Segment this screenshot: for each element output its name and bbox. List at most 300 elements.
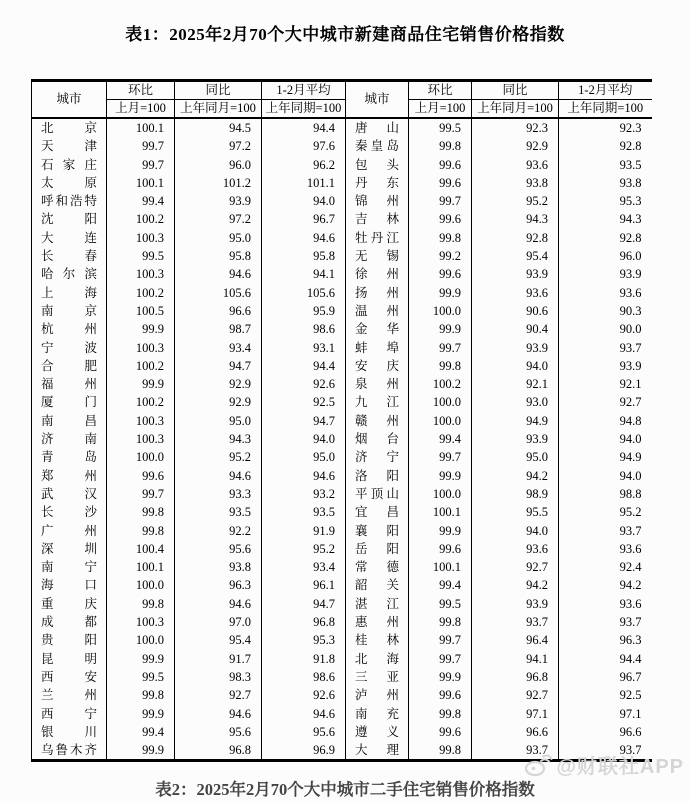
- value-cell: 99.5: [409, 118, 472, 137]
- table-row: [32, 631, 652, 649]
- city-cell: 扬州: [346, 284, 409, 302]
- value-cell: 99.9: [107, 741, 175, 761]
- value-cell: 95.0: [175, 412, 262, 430]
- value-cell: 98.9: [472, 485, 559, 503]
- value-cell: 99.6: [409, 210, 472, 228]
- city-cell: 厦门: [32, 393, 107, 411]
- value-cell: 93.7: [472, 741, 559, 761]
- value-cell: 92.8: [559, 229, 652, 247]
- header-city-right: 城市: [346, 81, 409, 119]
- table-row: [32, 393, 652, 411]
- value-cell: 99.5: [409, 595, 472, 613]
- value-cell: 96.6: [559, 723, 652, 741]
- value-cell: 90.4: [472, 320, 559, 338]
- value-cell: 99.7: [409, 192, 472, 210]
- value-cell: 95.0: [472, 448, 559, 466]
- value-cell: 99.8: [409, 229, 472, 247]
- value-cell: 99.8: [409, 357, 472, 375]
- weibo-icon: [524, 753, 552, 777]
- value-cell: 93.9: [472, 430, 559, 448]
- header-avg-left: 1-2月平均: [262, 81, 346, 100]
- value-cell: 93.7: [472, 613, 559, 631]
- city-cell: 包头: [346, 156, 409, 174]
- value-cell: 96.0: [559, 247, 652, 265]
- city-cell: 南宁: [32, 558, 107, 576]
- city-cell: 福州: [32, 375, 107, 393]
- header-avg-base-left: 上年同期=100: [262, 100, 346, 119]
- value-cell: 100.1: [107, 118, 175, 137]
- value-cell: 99.7: [107, 156, 175, 174]
- city-cell: 岳阳: [346, 540, 409, 558]
- table-row: [32, 613, 652, 631]
- city-cell: 北海: [346, 650, 409, 668]
- value-cell: 100.2: [107, 393, 175, 411]
- city-cell: 天津: [32, 137, 107, 155]
- table-row: [32, 723, 652, 741]
- value-cell: 96.6: [472, 723, 559, 741]
- value-cell: 93.4: [175, 339, 262, 357]
- value-cell: 96.7: [559, 668, 652, 686]
- value-cell: 96.8: [175, 741, 262, 761]
- value-cell: 93.9: [472, 265, 559, 283]
- value-cell: 96.9: [262, 741, 346, 761]
- value-cell: 93.9: [472, 339, 559, 357]
- value-cell: 92.9: [175, 393, 262, 411]
- city-cell: 锦州: [346, 192, 409, 210]
- city-cell: 西宁: [32, 705, 107, 723]
- city-cell: 牡丹江: [346, 229, 409, 247]
- value-cell: 99.9: [107, 705, 175, 723]
- value-cell: 92.1: [559, 375, 652, 393]
- value-cell: 99.8: [107, 522, 175, 540]
- city-cell: 湛江: [346, 595, 409, 613]
- value-cell: 98.8: [559, 485, 652, 503]
- value-cell: 100.2: [107, 284, 175, 302]
- value-cell: 99.9: [409, 467, 472, 485]
- header-yoy-base-left: 上年同月=100: [175, 100, 262, 119]
- value-cell: 95.2: [175, 448, 262, 466]
- city-cell: 呼和浩特: [32, 192, 107, 210]
- value-cell: 100.3: [107, 265, 175, 283]
- header-mom-left: 环比: [107, 81, 175, 100]
- value-cell: 98.7: [175, 320, 262, 338]
- value-cell: 92.7: [472, 686, 559, 704]
- value-cell: 100.3: [107, 229, 175, 247]
- city-cell: 南京: [32, 302, 107, 320]
- header-avg-base-right: 上年同期=100: [559, 100, 652, 119]
- city-cell: 郑州: [32, 467, 107, 485]
- value-cell: 91.9: [262, 522, 346, 540]
- value-cell: 93.7: [559, 741, 652, 761]
- value-cell: 99.4: [409, 430, 472, 448]
- page-title: 表1：2025年2月70个大中城市新建商品住宅销售价格指数: [125, 25, 565, 44]
- value-cell: 94.6: [175, 265, 262, 283]
- header-mom-right: 环比: [409, 81, 472, 100]
- value-cell: 94.9: [472, 412, 559, 430]
- price-index-table-wrap: [31, 79, 652, 762]
- value-cell: 93.1: [262, 339, 346, 357]
- value-cell: 100.0: [107, 448, 175, 466]
- value-cell: 99.9: [107, 650, 175, 668]
- value-cell: 95.6: [175, 723, 262, 741]
- value-cell: 96.8: [262, 613, 346, 631]
- value-cell: 93.5: [262, 503, 346, 521]
- value-cell: 92.3: [559, 118, 652, 137]
- value-cell: 93.7: [559, 339, 652, 357]
- value-cell: 94.2: [472, 576, 559, 594]
- value-cell: 99.6: [409, 265, 472, 283]
- table-row: [32, 485, 652, 503]
- city-cell: 贵阳: [32, 631, 107, 649]
- value-cell: 100.1: [409, 558, 472, 576]
- value-cell: 100.0: [107, 631, 175, 649]
- value-cell: 94.0: [559, 430, 652, 448]
- watermark-text: @财联社APP: [556, 756, 684, 778]
- value-cell: 100.2: [409, 375, 472, 393]
- value-cell: 99.7: [409, 631, 472, 649]
- value-cell: 99.8: [409, 741, 472, 761]
- value-cell: 94.5: [175, 118, 262, 137]
- value-cell: 98.6: [262, 668, 346, 686]
- value-cell: 92.9: [472, 137, 559, 155]
- value-cell: 99.8: [107, 686, 175, 704]
- value-cell: 101.1: [262, 174, 346, 192]
- value-cell: 99.8: [409, 705, 472, 723]
- city-cell: 青岛: [32, 448, 107, 466]
- value-cell: 100.3: [107, 412, 175, 430]
- header-yoy-base-right: 上年同月=100: [472, 100, 559, 119]
- value-cell: 94.3: [175, 430, 262, 448]
- value-cell: 95.2: [559, 503, 652, 521]
- value-cell: 100.1: [107, 558, 175, 576]
- city-cell: 乌鲁木齐: [32, 741, 107, 761]
- table-row: [32, 320, 652, 338]
- table-row: [32, 174, 652, 192]
- city-cell: 太原: [32, 174, 107, 192]
- value-cell: 91.7: [175, 650, 262, 668]
- city-cell: 金华: [346, 320, 409, 338]
- value-cell: 93.2: [262, 485, 346, 503]
- table-body: [32, 118, 652, 761]
- value-cell: 90.6: [472, 302, 559, 320]
- value-cell: 95.2: [472, 192, 559, 210]
- value-cell: 94.0: [472, 522, 559, 540]
- value-cell: 100.2: [107, 210, 175, 228]
- city-cell: 吉林: [346, 210, 409, 228]
- table-row: [32, 375, 652, 393]
- value-cell: 99.6: [409, 723, 472, 741]
- city-cell: 安庆: [346, 357, 409, 375]
- value-cell: 100.4: [107, 540, 175, 558]
- city-cell: 无锡: [346, 247, 409, 265]
- city-cell: 大连: [32, 229, 107, 247]
- value-cell: 96.2: [262, 156, 346, 174]
- value-cell: 105.6: [175, 284, 262, 302]
- value-cell: 100.0: [409, 485, 472, 503]
- table-row: [32, 192, 652, 210]
- value-cell: 92.6: [262, 375, 346, 393]
- city-cell: 杭州: [32, 320, 107, 338]
- value-cell: 99.5: [107, 668, 175, 686]
- city-cell: 宁波: [32, 339, 107, 357]
- city-cell: 合肥: [32, 357, 107, 375]
- value-cell: 93.6: [472, 284, 559, 302]
- table-row: [32, 522, 652, 540]
- table-row: [32, 229, 652, 247]
- city-cell: 丹东: [346, 174, 409, 192]
- value-cell: 94.9: [559, 448, 652, 466]
- table-row: [32, 650, 652, 668]
- value-cell: 96.0: [175, 156, 262, 174]
- value-cell: 99.6: [409, 540, 472, 558]
- value-cell: 94.0: [262, 430, 346, 448]
- value-cell: 99.6: [409, 174, 472, 192]
- city-cell: 西安: [32, 668, 107, 686]
- city-cell: 泸州: [346, 686, 409, 704]
- value-cell: 95.9: [262, 302, 346, 320]
- header-avg-right: 1-2月平均: [559, 81, 652, 100]
- value-cell: 100.2: [107, 357, 175, 375]
- value-cell: 94.3: [559, 210, 652, 228]
- value-cell: 94.4: [262, 118, 346, 137]
- value-cell: 96.6: [175, 302, 262, 320]
- table-row: [32, 247, 652, 265]
- value-cell: 92.5: [559, 686, 652, 704]
- value-cell: 90.3: [559, 302, 652, 320]
- city-cell: 南昌: [32, 412, 107, 430]
- value-cell: 99.5: [107, 247, 175, 265]
- header-yoy-right: 同比: [472, 81, 559, 100]
- city-cell: 重庆: [32, 595, 107, 613]
- value-cell: 99.9: [107, 320, 175, 338]
- value-cell: 97.1: [472, 705, 559, 723]
- value-cell: 92.4: [559, 558, 652, 576]
- value-cell: 93.5: [559, 156, 652, 174]
- city-cell: 石家庄: [32, 156, 107, 174]
- value-cell: 91.8: [262, 650, 346, 668]
- table-row: [32, 137, 652, 155]
- value-cell: 94.7: [262, 595, 346, 613]
- value-cell: 100.5: [107, 302, 175, 320]
- city-cell: 秦皇岛: [346, 137, 409, 155]
- value-cell: 96.7: [262, 210, 346, 228]
- value-cell: 96.3: [175, 576, 262, 594]
- value-cell: 99.8: [107, 595, 175, 613]
- value-cell: 93.8: [175, 558, 262, 576]
- city-cell: 三亚: [346, 668, 409, 686]
- value-cell: 95.2: [262, 540, 346, 558]
- city-cell: 韶关: [346, 576, 409, 594]
- value-cell: 99.6: [409, 156, 472, 174]
- value-cell: 94.4: [262, 357, 346, 375]
- value-cell: 99.7: [409, 650, 472, 668]
- value-cell: 99.8: [409, 613, 472, 631]
- value-cell: 94.0: [472, 357, 559, 375]
- value-cell: 99.9: [409, 522, 472, 540]
- value-cell: 101.2: [175, 174, 262, 192]
- value-cell: 95.5: [472, 503, 559, 521]
- table-row: [32, 339, 652, 357]
- table-row: [32, 686, 652, 704]
- city-cell: 济宁: [346, 448, 409, 466]
- value-cell: 93.9: [559, 357, 652, 375]
- value-cell: 99.7: [409, 448, 472, 466]
- value-cell: 98.6: [262, 320, 346, 338]
- value-cell: 92.7: [175, 686, 262, 704]
- table-row: [32, 412, 652, 430]
- city-cell: 九江: [346, 393, 409, 411]
- table-row: [32, 467, 652, 485]
- value-cell: 100.1: [409, 503, 472, 521]
- value-cell: 93.6: [472, 156, 559, 174]
- city-cell: 洛阳: [346, 467, 409, 485]
- table-row: [32, 210, 652, 228]
- header-mom-base-left: 上月=100: [107, 100, 175, 119]
- value-cell: 96.4: [472, 631, 559, 649]
- value-cell: 95.4: [175, 631, 262, 649]
- value-cell: 99.4: [107, 723, 175, 741]
- value-cell: 93.4: [262, 558, 346, 576]
- city-cell: 广州: [32, 522, 107, 540]
- value-cell: 92.8: [559, 137, 652, 155]
- value-cell: 99.8: [409, 137, 472, 155]
- city-cell: 宜昌: [346, 503, 409, 521]
- value-cell: 95.3: [262, 631, 346, 649]
- city-cell: 桂林: [346, 631, 409, 649]
- value-cell: 93.9: [175, 192, 262, 210]
- value-cell: 90.0: [559, 320, 652, 338]
- table-row: [32, 302, 652, 320]
- value-cell: 94.8: [559, 412, 652, 430]
- table-row: [32, 357, 652, 375]
- header-city-left: 城市: [32, 81, 107, 119]
- value-cell: 95.8: [262, 247, 346, 265]
- city-cell: 遵义: [346, 723, 409, 741]
- city-cell: 哈尔滨: [32, 265, 107, 283]
- value-cell: 94.7: [175, 357, 262, 375]
- value-cell: 100.0: [107, 576, 175, 594]
- city-cell: 徐州: [346, 265, 409, 283]
- value-cell: 99.7: [409, 339, 472, 357]
- value-cell: 93.5: [175, 503, 262, 521]
- city-cell: 银川: [32, 723, 107, 741]
- value-cell: 97.2: [175, 210, 262, 228]
- value-cell: 94.2: [559, 576, 652, 594]
- value-cell: 92.7: [472, 558, 559, 576]
- value-cell: 100.3: [107, 430, 175, 448]
- value-cell: 94.6: [262, 467, 346, 485]
- header-yoy-left: 同比: [175, 81, 262, 100]
- city-cell: 常德: [346, 558, 409, 576]
- value-cell: 93.3: [175, 485, 262, 503]
- value-cell: 94.6: [175, 595, 262, 613]
- city-cell: 平顶山: [346, 485, 409, 503]
- value-cell: 99.4: [409, 576, 472, 594]
- table-row: [32, 705, 652, 723]
- city-cell: 蚌埠: [346, 339, 409, 357]
- value-cell: 95.6: [262, 723, 346, 741]
- table-row: [32, 156, 652, 174]
- city-cell: 烟台: [346, 430, 409, 448]
- value-cell: 94.7: [262, 412, 346, 430]
- city-cell: 惠州: [346, 613, 409, 631]
- city-cell: 温州: [346, 302, 409, 320]
- value-cell: 99.8: [107, 503, 175, 521]
- table-row: [32, 265, 652, 283]
- city-cell: 北京: [32, 118, 107, 137]
- city-cell: 唐山: [346, 118, 409, 137]
- city-cell: 深圳: [32, 540, 107, 558]
- value-cell: 92.9: [175, 375, 262, 393]
- city-cell: 济南: [32, 430, 107, 448]
- value-cell: 93.7: [559, 522, 652, 540]
- value-cell: 92.1: [472, 375, 559, 393]
- value-cell: 94.1: [472, 650, 559, 668]
- city-cell: 成都: [32, 613, 107, 631]
- watermark: [524, 750, 684, 779]
- value-cell: 99.6: [107, 467, 175, 485]
- value-cell: 94.0: [559, 467, 652, 485]
- city-cell: 兰州: [32, 686, 107, 704]
- value-cell: 95.4: [472, 247, 559, 265]
- value-cell: 95.0: [175, 229, 262, 247]
- value-cell: 97.2: [175, 137, 262, 155]
- table-row: [32, 448, 652, 466]
- value-cell: 93.7: [559, 613, 652, 631]
- value-cell: 97.1: [559, 705, 652, 723]
- value-cell: 93.6: [559, 284, 652, 302]
- header-mom-base-right: 上月=100: [409, 100, 472, 119]
- table-row: [32, 284, 652, 302]
- value-cell: 99.6: [409, 686, 472, 704]
- value-cell: 96.1: [262, 576, 346, 594]
- value-cell: 99.9: [107, 375, 175, 393]
- table-row: [32, 558, 652, 576]
- value-cell: 92.7: [559, 393, 652, 411]
- city-cell: 泉州: [346, 375, 409, 393]
- value-cell: 99.4: [107, 192, 175, 210]
- table-row: [32, 668, 652, 686]
- value-cell: 100.3: [107, 613, 175, 631]
- city-cell: 南充: [346, 705, 409, 723]
- value-cell: 99.9: [409, 320, 472, 338]
- value-cell: 100.0: [409, 412, 472, 430]
- value-cell: 98.3: [175, 668, 262, 686]
- value-cell: 94.4: [559, 650, 652, 668]
- value-cell: 99.7: [107, 485, 175, 503]
- value-cell: 94.6: [175, 467, 262, 485]
- table-row: [32, 118, 652, 137]
- city-cell: 沈阳: [32, 210, 107, 228]
- value-cell: 93.8: [472, 174, 559, 192]
- value-cell: 99.9: [409, 668, 472, 686]
- value-cell: 93.6: [559, 540, 652, 558]
- city-cell: 大理: [346, 741, 409, 761]
- value-cell: 95.3: [559, 192, 652, 210]
- value-cell: 94.0: [262, 192, 346, 210]
- value-cell: 100.0: [409, 393, 472, 411]
- value-cell: 94.6: [262, 705, 346, 723]
- clipped-next-table-title: 表2：2025年2月70个大中城市二手住宅销售价格指数: [155, 780, 535, 799]
- value-cell: 94.2: [472, 467, 559, 485]
- value-cell: 94.3: [472, 210, 559, 228]
- value-cell: 92.6: [262, 686, 346, 704]
- value-cell: 95.8: [175, 247, 262, 265]
- city-cell: 昆明: [32, 650, 107, 668]
- value-cell: 93.6: [472, 540, 559, 558]
- value-cell: 92.5: [262, 393, 346, 411]
- value-cell: 105.6: [262, 284, 346, 302]
